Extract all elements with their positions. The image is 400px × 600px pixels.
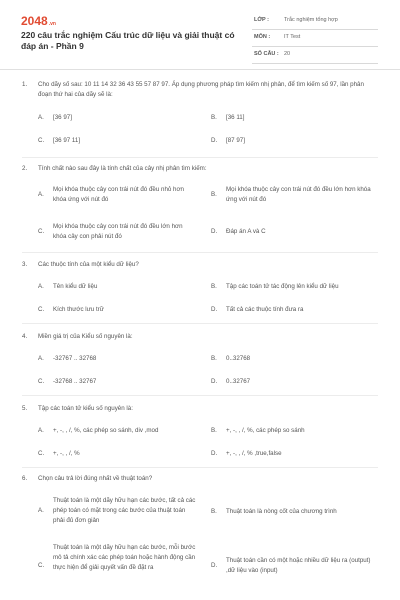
option-text: Đáp án A và C bbox=[226, 228, 266, 235]
option-text: -32768 .. 32767 bbox=[53, 378, 97, 385]
option-text: +, -, , /, % ,true,false bbox=[226, 450, 282, 457]
question-divider bbox=[22, 252, 378, 253]
question-text: Tính chất nào sau đây là tính chất của cây nhị phân tìm kiếm: bbox=[38, 165, 207, 172]
question-text: Tập các toán tử kiểu số nguyên là: bbox=[38, 405, 133, 412]
logo-text: 2048 bbox=[21, 14, 48, 28]
option-text: Thuật toán là nòng cốt của chương trình bbox=[226, 508, 337, 515]
question-number: 3. bbox=[22, 261, 28, 268]
option-text: Mọi khóa thuộc cây con trái nút đó đều lớn hơn khóa ứng với nút đó bbox=[226, 186, 371, 203]
option-text: [36 97] bbox=[53, 114, 72, 121]
meta-key: SỐ CÂU : bbox=[254, 51, 279, 57]
meta-table bbox=[252, 13, 378, 64]
question-number: 6. bbox=[22, 475, 28, 482]
option-text: Kích thước lưu trữ bbox=[53, 306, 104, 313]
option-letter: B. bbox=[211, 427, 217, 434]
option-letter: A. bbox=[38, 283, 44, 290]
option-text: +, -, , /, %, các phép so sánh, div ,mod bbox=[53, 427, 159, 434]
document-title: 220 câu trắc nghiệm Cấu trúc dữ liệu và giải thuật có đáp án - Phần 9 bbox=[21, 30, 235, 51]
logo-domain: .vn bbox=[48, 21, 56, 27]
option-letter: C. bbox=[38, 137, 45, 144]
option-letter: A. bbox=[38, 507, 44, 514]
question-divider bbox=[22, 467, 378, 468]
question-text: Chọn câu trả lời đúng nhất về thuật toán? bbox=[38, 475, 153, 482]
meta-key: LỚP : bbox=[254, 17, 269, 23]
option-letter: D. bbox=[211, 228, 218, 235]
option-text: Tập các toán tử tác động lên kiểu dữ liệu bbox=[226, 283, 339, 290]
option-letter: D. bbox=[211, 450, 218, 457]
option-text: +, -, , /, %, các phép so sánh bbox=[226, 427, 305, 434]
option-text: [36 97 11] bbox=[53, 137, 81, 144]
question-divider bbox=[22, 157, 378, 158]
option-letter: D. bbox=[211, 562, 218, 569]
option-letter: B. bbox=[211, 508, 217, 515]
option-letter: C. bbox=[38, 306, 45, 313]
option-text: 0..32768 bbox=[226, 355, 251, 362]
option-text: Thuật toán là một dãy hữu hạn các bước, mỗi bước mô tả chính xác các phép toán hoặc hành động cần thực hiện để giải quyết vấn đề đặt ra bbox=[53, 544, 196, 571]
meta-row-count bbox=[252, 47, 378, 64]
option-letter: A. bbox=[38, 427, 44, 434]
option-text: [87 97] bbox=[226, 137, 245, 144]
option-text: Tất cả các thuộc tính đưa ra bbox=[226, 306, 304, 313]
question-text: Cho dãy số sau: 10 11 14 32 36 43 55 57 87 97. Áp dụng phương pháp tìm kiếm nhị phân, để tìm kiếm số 97, lần phân đoạn thứ hai của dãy sẽ là: bbox=[38, 81, 364, 98]
option-text: Thuật toán là một dãy hữu hạn các bước, tất cả các phép toán có mặt trong các bước của thuật toán phải đủ đơn giản bbox=[53, 497, 196, 524]
option-text: [36 11] bbox=[226, 114, 245, 121]
option-letter: B. bbox=[211, 114, 217, 121]
option-letter: C. bbox=[38, 562, 45, 569]
option-text: 0..32767 bbox=[226, 378, 251, 385]
meta-row-class bbox=[252, 13, 378, 30]
question-text: Miền giá trị của Kiểu số nguyên là: bbox=[38, 333, 133, 340]
option-text: Mọi khóa thuộc cây con trái nút đó đều lớn hơn khóa cây con phải nút đó bbox=[53, 223, 183, 240]
option-letter: B. bbox=[211, 191, 217, 198]
option-letter: D. bbox=[211, 137, 218, 144]
meta-value: Trắc nghiệm tổng hợp bbox=[284, 17, 338, 23]
option-letter: C. bbox=[38, 228, 45, 235]
option-letter: A. bbox=[38, 114, 44, 121]
option-letter: A. bbox=[38, 355, 44, 362]
question-text: Các thuộc tính của một kiểu dữ liệu? bbox=[38, 261, 139, 268]
site-logo[interactable] bbox=[21, 14, 56, 28]
document-header bbox=[0, 0, 400, 70]
option-letter: C. bbox=[38, 450, 45, 457]
meta-value: 20 bbox=[284, 51, 291, 57]
question-divider bbox=[22, 323, 378, 324]
option-letter: C. bbox=[38, 378, 45, 385]
meta-key: MÔN : bbox=[254, 34, 271, 40]
question-number: 4. bbox=[22, 333, 28, 340]
option-text: +, -, , /, % bbox=[53, 450, 80, 457]
option-text: Tên kiểu dữ liệu bbox=[53, 283, 98, 290]
question-divider bbox=[22, 395, 378, 396]
option-letter: B. bbox=[211, 283, 217, 290]
meta-value: IT Test bbox=[284, 34, 301, 40]
option-text: Thuật toán cần có một hoặc nhiều dữ liệu ra (output) ,dữ liệu vào (input) bbox=[226, 557, 371, 574]
option-letter: D. bbox=[211, 306, 218, 313]
question-number: 2. bbox=[22, 165, 28, 172]
option-text: Mọi khóa thuộc cây con trái nút đó đều nhỏ hơn khóa ứng với nút đó bbox=[53, 186, 184, 203]
header-divider bbox=[0, 69, 400, 70]
question-number: 5. bbox=[22, 405, 28, 412]
meta-row-subject bbox=[252, 30, 378, 47]
option-text: -32767 .. 32768 bbox=[53, 355, 97, 362]
question-number: 1. bbox=[22, 81, 28, 88]
option-letter: A. bbox=[38, 191, 44, 198]
option-letter: B. bbox=[211, 355, 217, 362]
option-letter: D. bbox=[211, 378, 218, 385]
